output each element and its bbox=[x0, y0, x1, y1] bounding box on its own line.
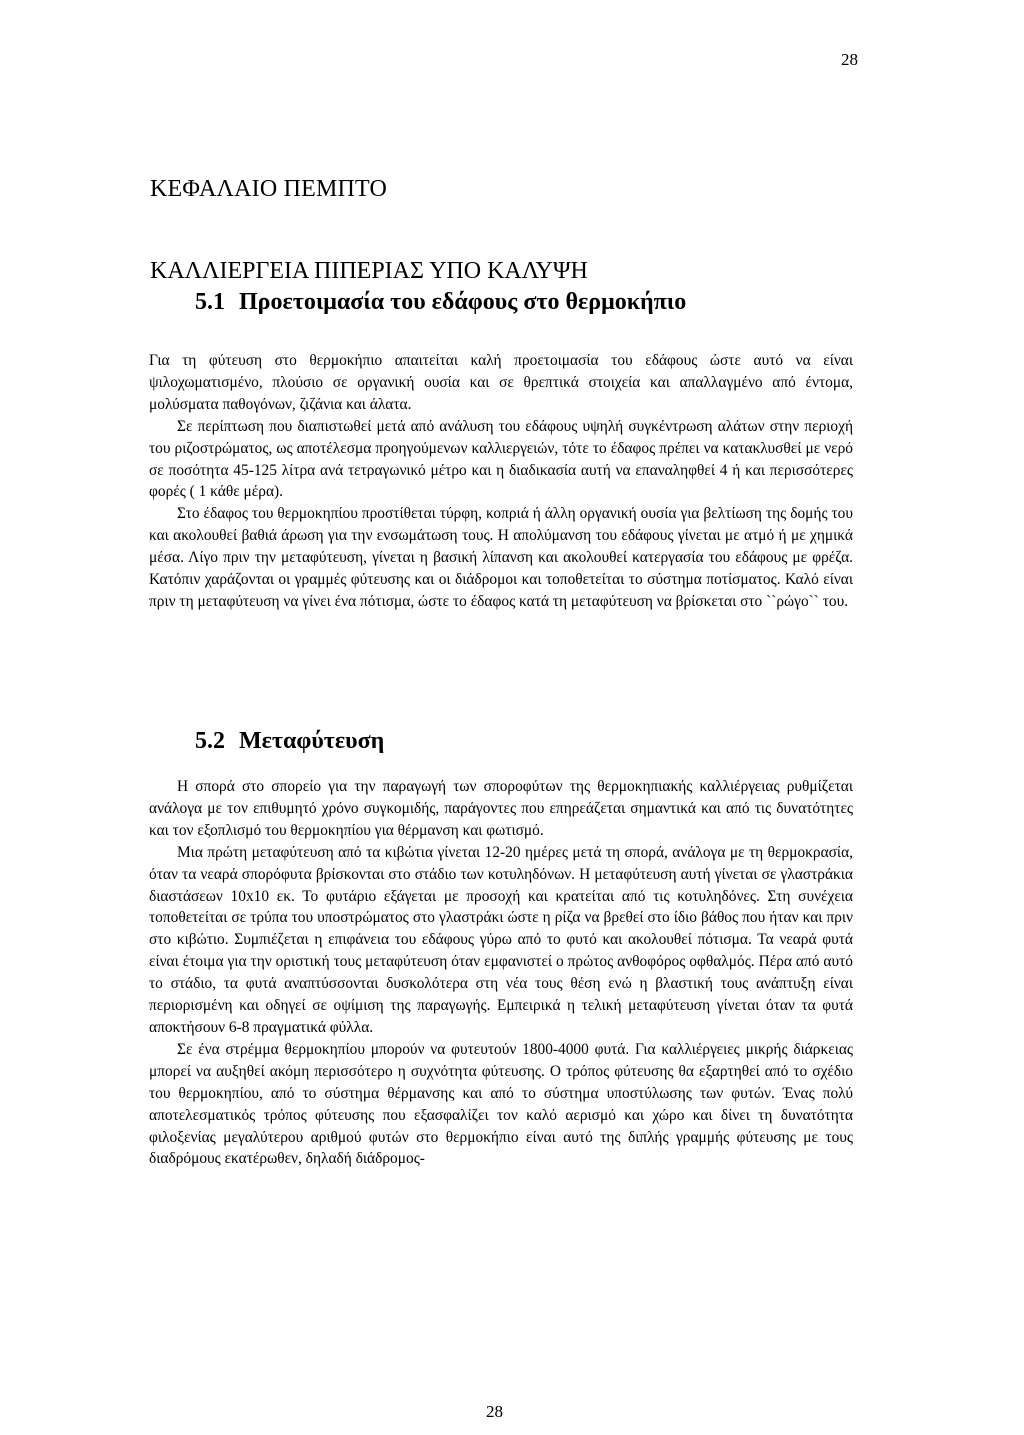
section-heading-5-2 bbox=[195, 728, 384, 755]
paragraph: Σε περίπτωση που διαπιστωθεί μετά από ανάλυση του εδάφους υψηλή συγκέντρωση αλάτων στην περιοχή του ριζοστρώματος, ως αποτέλεσμα προηγούμενων καλλιεργειών, τότε το έδαφος πρέπει να κατακλυσθεί με νερό σε ποσότητα 45-125 λίτρα ανά τετραγωνικό μέτρο και η διαδικασία αυτή να επαναληφθεί 4 ή και περισσότερες φορές ( 1 κάθε μέρα). bbox=[149, 417, 853, 501]
main-title: ΚΑΛΛΙΕΡΓΕΙΑ ΠΙΠΕΡΙΑΣ ΥΠΟ ΚΑΛΥΨΗ bbox=[150, 258, 588, 284]
paragraph: Για τη φύτευση στο θερμοκήπιο απαιτείται καλή προετοιμασία του εδάφους ώστε αυτό να είναι ψιλοχωματισμένο, πλούσιο σε οργανική ουσία και σε θρεπτικά στοιχεία και απαλλαγμένο από έντομα, μολύσματα παθογόνων, ζιζάνια και άλατα. bbox=[149, 352, 853, 413]
section-body-5-1 bbox=[149, 350, 853, 613]
section-body-5-2 bbox=[149, 776, 853, 1170]
page-number: 28 bbox=[841, 50, 858, 69]
paragraph: Στο έδαφος του θερμοκηπίου προστίθεται τύρφη, κοπριά ή άλλη οργανική ουσία για βελτίωση της δομής του και ακολουθεί βαθιά άρωση για την ενσωμάτωση τους. Η απολύμανση του εδάφους γίνεται με ατμό ή με χημικά μέσα. Λίγο πριν την μεταφύτευση, γίνεται η βασική λίπανση και ακολουθεί κατεργασία του εδάφους με φρέζα. Κατόπιν χαράζονται οι γραμμές φύτευσης και οι διάδρομοι και τοποθετείται το σύστημα ποτίσματος. Καλό είναι πριν τη μεταφύτευση να γίνει ένα πότισμα, ώστε το έδαφος κατά τη μεταφύτευση να βρίσκεται στο ``ρώγο`` του. bbox=[149, 505, 853, 610]
section-number: 5.2 bbox=[195, 728, 225, 754]
section-number: 5.1 bbox=[195, 289, 225, 315]
paragraph: Η σπορά στο σπορείο για την παραγωγή των σποροφύτων της θερμοκηπιακής καλλιέργειας ρυθμίζεται ανάλογα με τον επιθυμητό χρόνο συγκομιδής, παράγοντες που επηρεάζεται σημαντικά και από τις δυνατότητες και τον εξοπλισμό του θερμοκηπίου για θέρμανση και φωτισμό. bbox=[149, 778, 853, 839]
paragraph: Σε ένα στρέμμα θερμοκηπίου μπορούν να φυτευτούν 1800-4000 φυτά. Για καλλιέργειες μικρής διάρκειας μπορεί να αυξηθεί ακόμη περισσότερο η συχνότητα φύτευσης. Ο τρόπος φύτευσης θα εξαρτηθεί από το σχέδιο του θερμοκηπίου, από το σύστημα θέρμανσης και από το σύστημα υποστύλωσης των φυτών. Ένας πολύ αποτελεσματικός τρόπος φύτευσης που εξασφαλίζει τον καλό αερισμό και χώρο και δίνει τη δυνατότητα φιλοξενίας μεγαλύτερου αριθμού φυτών στο θερμοκήπιο είναι αυτό της διπλής γραμμής φύτευσης με τους διαδρόμους εκατέρωθεν, δηλαδή διάδρομος- bbox=[149, 1040, 853, 1168]
paragraph: Μια πρώτη μεταφύτευση από τα κιβώτια γίνεται 12-20 ημέρες μετά τη σπορά, ανάλογα με τη θερμοκρασία, όταν τα νεαρά σπορόφυτα βρίσκονται στο στάδιο των κοτυληδόνων. Η μεταφύτευση αυτή γίνεται σε γλαστράκια διαστάσεων 10x10 εκ. Το φυτάριο εξάγεται με προσοχή και κρατείται από τις κοτυληδόνες. Στη συνέχεια τοποθετείται σε τρύπα του υποστρώματος στο γλαστράκι ώστε η ρίζα να βρεθεί στο ίδιο βάθος που ήταν και πριν στο κιβώτιο. Συμπιέζεται η επιφάνεια του εδάφους γύρω από το φυτό και ακολουθεί πότισμα. Τα νεαρά φυτά είναι έτοιμα για την οριστική τους μεταφύτευση όταν εμφανιστεί ο πρώτος ανθοφόρος οφθαλμός. Πέρα από αυτό το στάδιο, τα φυτά αναπτύσσονται δυσκολότερα στη νέα τους θέση ενώ η βλαστική τους ανάπτυξη είναι περιορισμένη και οδηγεί σε οψίμιση της παραγωγής. Εμπειρικά η τελική μεταφύτευση γίνεται όταν τα φυτά αποκτήσουν 6-8 πραγματικά φύλλα. bbox=[149, 843, 853, 1036]
section-title: Προετοιμασία του εδάφους στο θερμοκήπιο bbox=[239, 289, 687, 315]
footer-page-number: 28 bbox=[486, 1402, 503, 1421]
section-heading-5-1 bbox=[195, 289, 686, 316]
chapter-title: ΚΕΦΑΛΑΙΟ ΠΕΜΠΤΟ bbox=[150, 176, 387, 202]
section-title: Μεταφύτευση bbox=[239, 728, 385, 754]
